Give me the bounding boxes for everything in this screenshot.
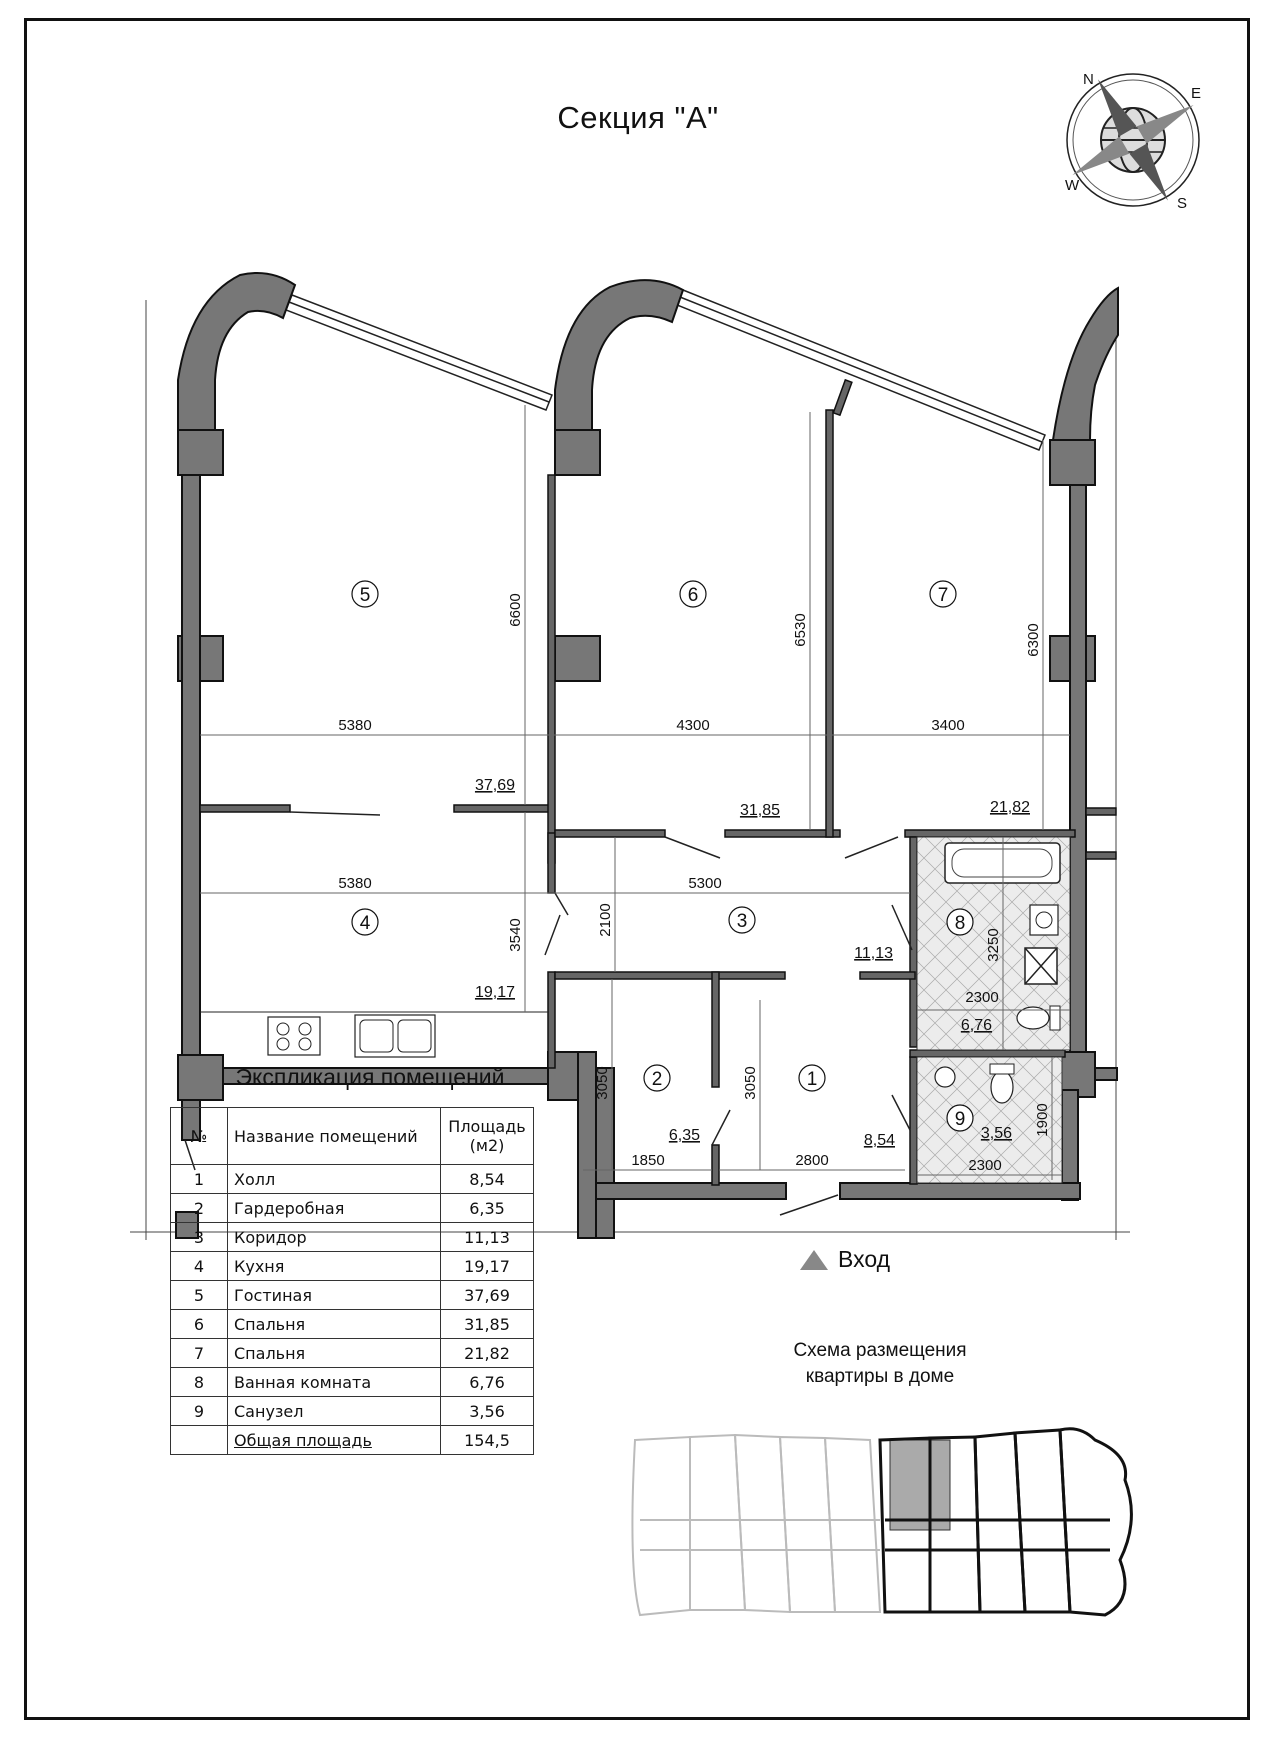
dim-3400: 3400 bbox=[931, 717, 965, 734]
row-name: Коридор bbox=[228, 1223, 441, 1252]
row-no: 7 bbox=[171, 1339, 228, 1368]
dim-6300: 6300 bbox=[1025, 623, 1042, 657]
compass-w-label: W bbox=[1065, 177, 1080, 194]
table-row bbox=[171, 1194, 534, 1223]
table-row bbox=[171, 1310, 534, 1339]
dim-2800: 2800 bbox=[795, 1152, 829, 1169]
room-9-number: 9 bbox=[954, 1109, 966, 1130]
row-name: Кухня bbox=[228, 1252, 441, 1281]
room-7-area: 21,82 bbox=[989, 799, 1030, 816]
row-name: Санузел bbox=[228, 1397, 441, 1426]
row-no: 3 bbox=[171, 1223, 228, 1252]
header-area: Площадь (м2) bbox=[441, 1108, 534, 1165]
compass-n-label: N bbox=[1083, 71, 1094, 88]
room-2-area: 6,35 bbox=[668, 1127, 700, 1144]
row-no: 6 bbox=[171, 1310, 228, 1339]
dim-1900: 1900 bbox=[1034, 1103, 1051, 1137]
scheme-title-line1: Схема размещения bbox=[793, 1340, 967, 1361]
entrance-triangle-icon bbox=[800, 1250, 828, 1270]
total-label: Общая площадь bbox=[228, 1426, 441, 1455]
room-6-area: 31,85 bbox=[739, 802, 780, 819]
building-scheme bbox=[632, 1429, 1131, 1615]
table-row bbox=[171, 1339, 534, 1368]
row-no: 9 bbox=[171, 1397, 228, 1426]
scheme-title-line2: квартиры в доме bbox=[805, 1366, 955, 1387]
room-3-number: 3 bbox=[736, 911, 748, 932]
dim-3540: 3540 bbox=[507, 918, 524, 952]
row-no: 4 bbox=[171, 1252, 228, 1281]
room-number-labels bbox=[360, 585, 966, 1130]
room-6-number: 6 bbox=[687, 585, 699, 606]
scheme-title bbox=[740, 1338, 1020, 1390]
table-total-row bbox=[171, 1426, 534, 1455]
dim-2300-bottom: 2300 bbox=[968, 1157, 1002, 1174]
row-area: 21,82 bbox=[441, 1339, 534, 1368]
table-row bbox=[171, 1165, 534, 1194]
dim-6530: 6530 bbox=[792, 613, 809, 647]
row-area: 37,69 bbox=[441, 1281, 534, 1310]
compass-icon bbox=[1065, 71, 1201, 212]
row-name: Ванная комната bbox=[228, 1368, 441, 1397]
row-no: 1 bbox=[171, 1165, 228, 1194]
table-row bbox=[171, 1397, 534, 1426]
compass-e-label: E bbox=[1191, 85, 1202, 102]
row-area: 6,35 bbox=[441, 1194, 534, 1223]
table-row bbox=[171, 1252, 534, 1281]
row-no: 5 bbox=[171, 1281, 228, 1310]
sink-icon bbox=[1030, 905, 1058, 935]
compass-s-label: S bbox=[1177, 195, 1188, 212]
stove-icon bbox=[268, 1017, 320, 1055]
room-5-number: 5 bbox=[359, 585, 371, 606]
ventilation-shaft-icon bbox=[1025, 948, 1057, 984]
explication-table bbox=[170, 1107, 534, 1455]
row-no: 2 bbox=[171, 1194, 228, 1223]
room-numbers bbox=[352, 581, 973, 1131]
table-row bbox=[171, 1223, 534, 1252]
kitchen-sink-icon bbox=[355, 1015, 435, 1057]
row-name: Холл bbox=[228, 1165, 441, 1194]
row-area: 6,76 bbox=[441, 1368, 534, 1397]
room-2-number: 2 bbox=[651, 1069, 663, 1090]
room-4-area: 19,17 bbox=[474, 984, 515, 1001]
row-area: 3,56 bbox=[441, 1397, 534, 1426]
row-name: Спальня bbox=[228, 1339, 441, 1368]
dim-4300: 4300 bbox=[676, 717, 710, 734]
total-area: 154,5 bbox=[441, 1426, 534, 1455]
header-name: Название помещений bbox=[228, 1108, 441, 1165]
room-9-area: 3,56 bbox=[980, 1125, 1012, 1142]
row-area: 8,54 bbox=[441, 1165, 534, 1194]
room-1-area: 8,54 bbox=[863, 1132, 895, 1149]
dim-1850: 1850 bbox=[631, 1152, 665, 1169]
room-7-number: 7 bbox=[937, 585, 949, 606]
dim-3050-right: 3050 bbox=[742, 1066, 759, 1100]
table-row bbox=[171, 1281, 534, 1310]
dim-5300: 5300 bbox=[688, 875, 722, 892]
room-8-area: 6,76 bbox=[960, 1017, 992, 1034]
dim-5380-mid: 5380 bbox=[338, 875, 372, 892]
explication-title: Экспликация помещений bbox=[235, 1064, 505, 1090]
room-4-number: 4 bbox=[359, 913, 371, 934]
wc-toilet-icon bbox=[990, 1064, 1014, 1103]
row-name: Спальня bbox=[228, 1310, 441, 1339]
room-8-number: 8 bbox=[954, 913, 966, 934]
table-header-row bbox=[171, 1108, 534, 1165]
header-no: № bbox=[171, 1108, 228, 1165]
table-row bbox=[171, 1368, 534, 1397]
row-name: Гостиная bbox=[228, 1281, 441, 1310]
row-name: Гардеробная bbox=[228, 1194, 441, 1223]
room-5-area: 37,69 bbox=[474, 777, 515, 794]
dim-5380-top: 5380 bbox=[338, 717, 372, 734]
entrance-label: Вход bbox=[838, 1246, 891, 1272]
dim-6600: 6600 bbox=[507, 593, 524, 627]
room-1-number: 1 bbox=[806, 1069, 818, 1090]
dim-2100: 2100 bbox=[597, 903, 614, 937]
room-3-area: 11,13 bbox=[854, 945, 893, 962]
page-title: Секция "А" bbox=[557, 100, 719, 135]
row-no: 8 bbox=[171, 1368, 228, 1397]
dim-2300-top: 2300 bbox=[965, 989, 999, 1006]
wc-sink-icon bbox=[935, 1067, 955, 1087]
dim-3050-left: 3050 bbox=[594, 1066, 611, 1100]
entrance-marker bbox=[800, 1246, 890, 1273]
row-area: 31,85 bbox=[441, 1310, 534, 1339]
dim-3250: 3250 bbox=[985, 928, 1002, 962]
row-area: 19,17 bbox=[441, 1252, 534, 1281]
row-area: 11,13 bbox=[441, 1223, 534, 1252]
